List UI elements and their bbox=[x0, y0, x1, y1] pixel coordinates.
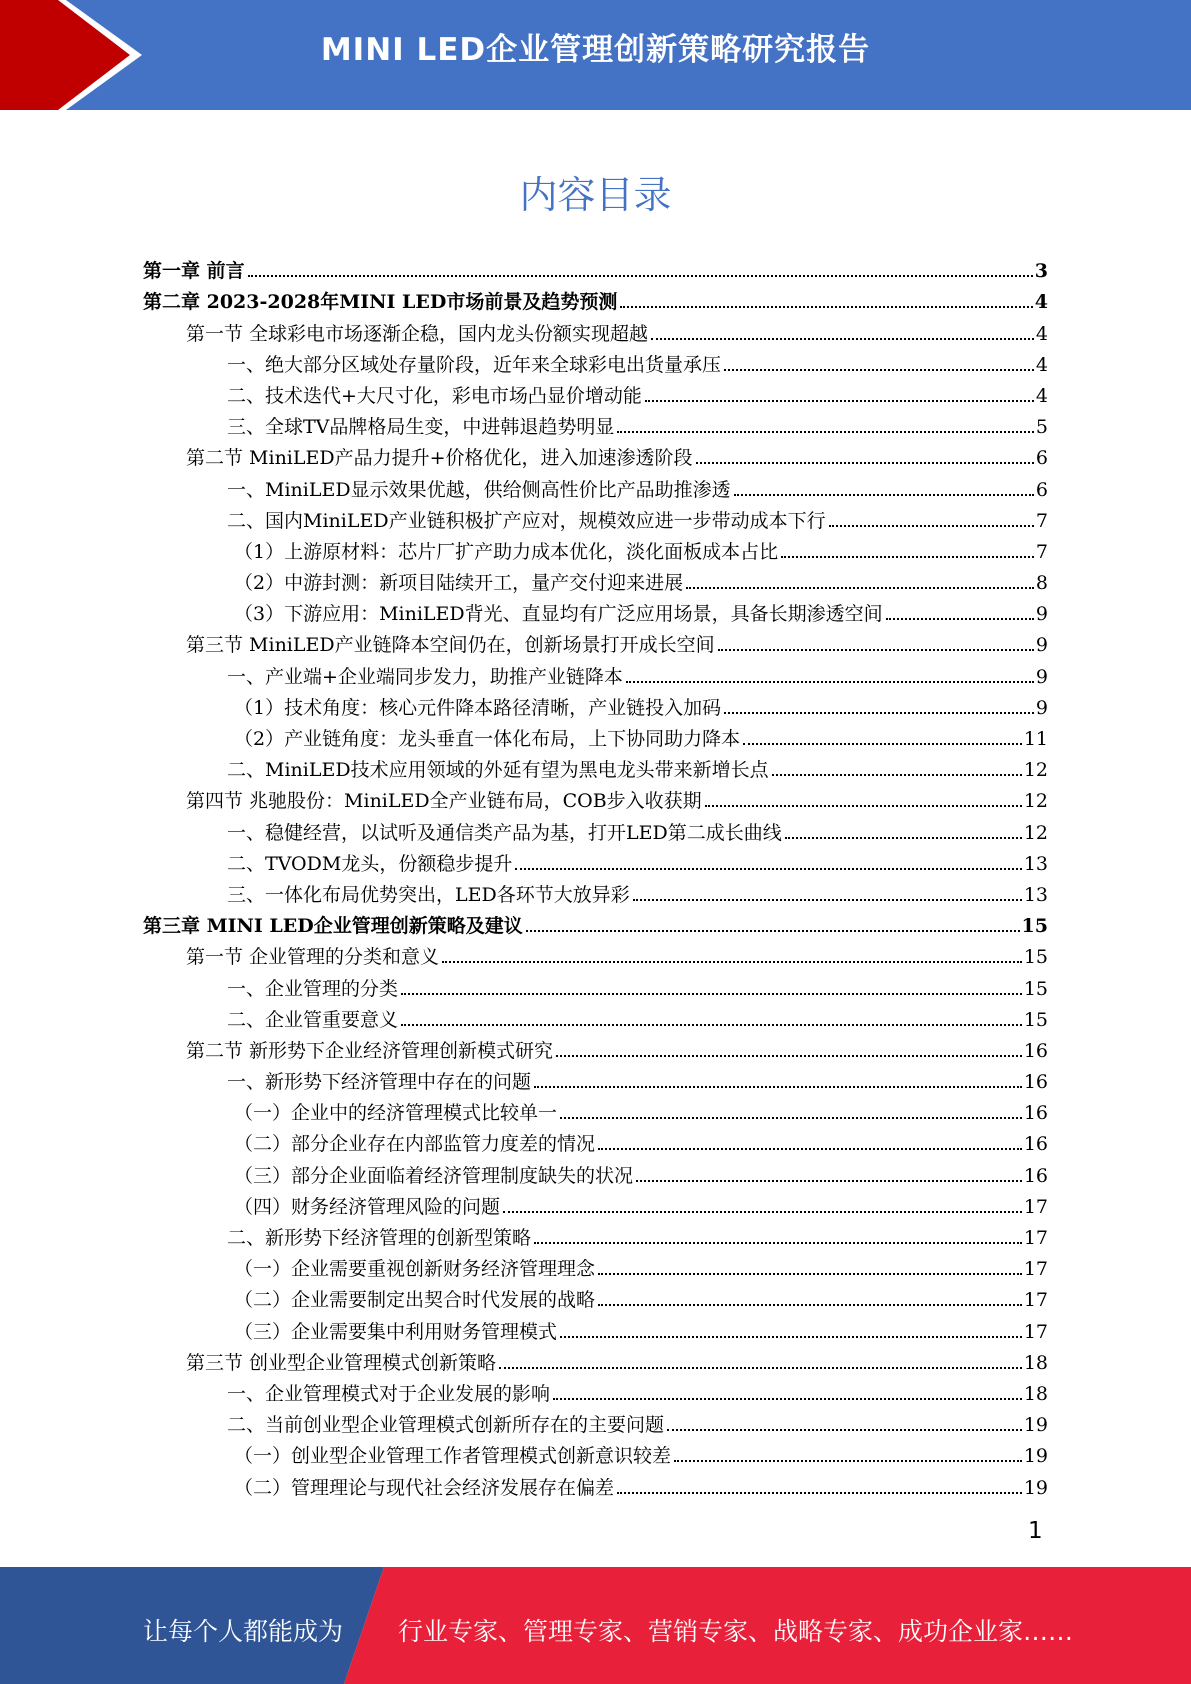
toc-entry-title: 一、企业管理的分类 bbox=[227, 977, 399, 1000]
toc-dot-leader bbox=[667, 1429, 1022, 1431]
toc-entry-title: 第二节 MiniLED产品力提升+价格优化，进入加速渗透阶段 bbox=[186, 447, 693, 470]
toc-dot-leader bbox=[651, 338, 1034, 340]
toc-entry-page: 17 bbox=[1023, 1289, 1048, 1312]
toc-entry-page: 17 bbox=[1023, 1258, 1048, 1281]
toc-dot-leader bbox=[401, 1024, 1022, 1026]
toc-entry-title: 三、全球TV品牌格局生变，中进韩退趋势明显 bbox=[227, 416, 615, 439]
toc-dot-leader bbox=[785, 837, 1022, 839]
toc-entry[interactable] bbox=[143, 252, 1048, 283]
toc-dot-leader bbox=[705, 805, 1022, 807]
toc-dot-leader bbox=[248, 275, 1033, 277]
toc-entry-page: 17 bbox=[1023, 1195, 1048, 1218]
toc-entry-title: （四）财务经济管理风险的问题 bbox=[234, 1195, 501, 1218]
toc-entry-page: 13 bbox=[1023, 852, 1048, 875]
toc-entry[interactable] bbox=[143, 1219, 1048, 1250]
toc-entry-title: 一、绝大部分区域处存量阶段，近年来全球彩电出货量承压 bbox=[227, 353, 722, 376]
toc-dot-leader bbox=[560, 1336, 1022, 1338]
toc-entry-title: （二）管理理论与现代社会经济发展存在偏差 bbox=[234, 1476, 615, 1499]
report-title: MINI LED企业管理创新策略研究报告 bbox=[320, 32, 871, 68]
toc-entry[interactable] bbox=[143, 439, 1048, 470]
toc-entry-page: 13 bbox=[1023, 883, 1048, 906]
toc-entry[interactable] bbox=[143, 314, 1048, 345]
toc-entry-page: 4 bbox=[1035, 353, 1048, 376]
toc-entry[interactable] bbox=[143, 1375, 1048, 1406]
toc-entry-title: （二）部分企业存在内部监管力度差的情况 bbox=[234, 1133, 596, 1156]
toc-entry-page: 12 bbox=[1023, 821, 1048, 844]
toc-entry[interactable] bbox=[143, 845, 1048, 876]
toc-entry-title: 第四节 兆驰股份：MiniLED全产业链布局，COB步入收获期 bbox=[186, 790, 702, 813]
toc-dot-leader bbox=[553, 1398, 1022, 1400]
toc-dot-leader bbox=[598, 1148, 1022, 1150]
toc-dot-leader bbox=[724, 712, 1034, 714]
toc-entry-page: 19 bbox=[1023, 1445, 1048, 1468]
toc-entry-title: 一、稳健经营，以试听及通信类产品为基，打开LED第二成长曲线 bbox=[227, 821, 782, 844]
toc-dot-leader bbox=[633, 899, 1022, 901]
toc-entry-page: 4 bbox=[1035, 322, 1048, 345]
toc-dot-leader bbox=[781, 556, 1034, 558]
toc-entry[interactable] bbox=[143, 938, 1048, 969]
toc-entry-page: 18 bbox=[1023, 1351, 1048, 1374]
toc-dot-leader bbox=[499, 1367, 1022, 1369]
toc-entry[interactable] bbox=[143, 751, 1048, 782]
toc-entry[interactable] bbox=[143, 564, 1048, 595]
toc-entry-page: 12 bbox=[1023, 759, 1048, 782]
toc-entry[interactable] bbox=[143, 782, 1048, 813]
toc-dot-leader bbox=[724, 369, 1034, 371]
toc-entry-title: 二、国内MiniLED产业链积极扩产应对，规模效应进一步带动成本下行 bbox=[227, 509, 826, 532]
toc-dot-leader bbox=[829, 525, 1034, 527]
toc-dot-leader bbox=[620, 306, 1032, 308]
toc-entry-title: （一）创业型企业管理工作者管理模式创新意识较差 bbox=[234, 1445, 672, 1468]
toc-entry[interactable] bbox=[143, 876, 1048, 907]
toc-entry[interactable] bbox=[143, 346, 1048, 377]
toc-entry[interactable] bbox=[143, 1344, 1048, 1375]
toc-entry[interactable] bbox=[143, 626, 1048, 657]
toc-entry-page: 16 bbox=[1023, 1133, 1048, 1156]
page-number: 1 bbox=[1028, 1518, 1043, 1544]
toc-dot-leader bbox=[534, 1242, 1022, 1244]
toc-entry-page: 4 bbox=[1035, 384, 1048, 407]
toc-entry-page: 5 bbox=[1035, 416, 1048, 439]
page-header bbox=[0, 0, 1191, 110]
toc-entry-title: （一）企业需要重视创新财务经济管理理念 bbox=[234, 1258, 596, 1281]
toc-entry[interactable] bbox=[143, 1188, 1048, 1219]
toc-entry-page: 16 bbox=[1023, 1102, 1048, 1125]
toc-entry-page: 15 bbox=[1021, 915, 1048, 938]
toc-entry-page: 6 bbox=[1035, 447, 1048, 470]
toc-entry-title: 第三节 创业型企业管理模式创新策略 bbox=[186, 1351, 497, 1374]
toc-entry-title: （2）产业链角度：龙头垂直一体化布局，上下协同助力降本 bbox=[234, 728, 741, 750]
toc-entry-title: 第一节 全球彩电市场逐渐企稳，国内龙头份额实现超越 bbox=[186, 322, 649, 345]
toc-dot-leader bbox=[560, 1117, 1022, 1119]
toc-dot-leader bbox=[617, 431, 1034, 433]
toc-entry-title: 第二章 2023-2028年MINI LED市场前景及趋势预测 bbox=[143, 291, 618, 314]
toc-entry-page: 9 bbox=[1035, 696, 1048, 719]
toc-dot-leader bbox=[598, 1273, 1022, 1275]
toc-dot-leader bbox=[743, 743, 1022, 745]
toc-entry[interactable] bbox=[143, 689, 1048, 720]
toc-entry-page: 8 bbox=[1035, 572, 1048, 595]
toc-entry-page: 9 bbox=[1035, 634, 1048, 657]
toc-entry-title: （3）下游应用：MiniLED背光、直显均有广泛应用场景，具备长期渗透空间 bbox=[234, 603, 883, 626]
toc-entry-page: 4 bbox=[1034, 291, 1048, 314]
toc-dot-leader bbox=[718, 649, 1034, 651]
toc-entry-page: 7 bbox=[1035, 540, 1048, 563]
toc-entry[interactable] bbox=[143, 1094, 1048, 1125]
toc-entry-title: 第三节 MiniLED产业链降本空间仍在，创新场景打开成长空间 bbox=[186, 634, 715, 657]
toc-entry[interactable] bbox=[143, 1063, 1048, 1094]
toc-entry-title: 一、新形势下经济管理中存在的问题 bbox=[227, 1071, 532, 1094]
footer-slogan-right: 行业专家、管理专家、营销专家、战略专家、成功企业家…… bbox=[398, 1617, 1074, 1646]
toc-entry-page: 6 bbox=[1035, 478, 1048, 501]
footer-slogan-left: 让每个人都能成为 bbox=[143, 1617, 344, 1646]
toc-entry[interactable] bbox=[143, 408, 1048, 439]
toc-dot-leader bbox=[674, 1460, 1022, 1462]
toc-entry-page: 15 bbox=[1023, 977, 1048, 1000]
toc-dot-leader bbox=[617, 1492, 1022, 1494]
toc-dot-leader bbox=[526, 930, 1020, 932]
toc-entry-page: 17 bbox=[1023, 1227, 1048, 1249]
toc-entry-page: 12 bbox=[1023, 790, 1048, 813]
table-of-contents bbox=[143, 252, 1048, 1500]
toc-entry-title: 二、TVODM龙头，份额稳步提升 bbox=[227, 852, 513, 875]
toc-entry-title: （一）企业中的经济管理模式比较单一 bbox=[234, 1102, 558, 1125]
toc-entry[interactable] bbox=[143, 1001, 1048, 1032]
toc-entry[interactable] bbox=[143, 1156, 1048, 1187]
toc-entry[interactable] bbox=[143, 595, 1048, 626]
toc-entry-title: 一、企业管理模式对于企业发展的影响 bbox=[227, 1382, 551, 1405]
toc-entry-title: （1）技术角度：核心元件降本路径清晰，产业链投入加码 bbox=[234, 696, 722, 719]
toc-dot-leader bbox=[686, 587, 1034, 589]
toc-entry-title: 二、技术迭代+大尺寸化，彩电市场凸显价增动能 bbox=[227, 384, 642, 407]
toc-entry[interactable] bbox=[143, 1250, 1048, 1281]
toc-entry-page: 15 bbox=[1023, 946, 1048, 969]
toc-entry-page: 17 bbox=[1023, 1320, 1048, 1343]
toc-entry-title: 三、一体化布局优势突出，LED各环节大放异彩 bbox=[227, 883, 630, 906]
toc-dot-leader bbox=[886, 618, 1034, 620]
toc-entry[interactable] bbox=[143, 907, 1048, 938]
toc-entry-title: 第一章 前言 bbox=[143, 260, 245, 283]
toc-entry-page: 11 bbox=[1023, 728, 1048, 750]
toc-entry-title: （三）部分企业面临着经济管理制度缺失的状况 bbox=[234, 1164, 634, 1187]
toc-dot-leader bbox=[515, 868, 1021, 870]
toc-entry-title: 一、产业端+企业端同步发力，助推产业链降本 bbox=[227, 665, 623, 688]
toc-entry[interactable] bbox=[143, 1437, 1048, 1468]
toc-entry[interactable] bbox=[143, 533, 1048, 564]
toc-entry[interactable] bbox=[143, 720, 1048, 751]
toc-entry-page: 3 bbox=[1034, 260, 1048, 283]
toc-entry-title: （二）企业需要制定出契合时代发展的战略 bbox=[234, 1289, 596, 1312]
toc-entry[interactable] bbox=[143, 813, 1048, 844]
toc-entry-page: 16 bbox=[1023, 1164, 1048, 1187]
toc-dot-leader bbox=[734, 494, 1034, 496]
toc-entry[interactable] bbox=[143, 377, 1048, 408]
toc-entry[interactable] bbox=[143, 502, 1048, 533]
toc-entry-title: 二、当前创业型企业管理模式创新所存在的主要问题 bbox=[227, 1414, 665, 1437]
toc-entry-title: 第一节 企业管理的分类和意义 bbox=[186, 946, 440, 969]
toc-entry-title: 第二节 新形势下企业经济管理创新模式研究 bbox=[186, 1039, 554, 1062]
toc-entry-page: 16 bbox=[1023, 1039, 1048, 1062]
toc-entry-title: （2）中游封测：新项目陆续开工，量产交付迎来进展 bbox=[234, 572, 684, 595]
toc-entry[interactable] bbox=[143, 1281, 1048, 1312]
toc-dot-leader bbox=[598, 1304, 1022, 1306]
toc-entry[interactable] bbox=[143, 283, 1048, 314]
toc-dot-leader bbox=[401, 993, 1022, 995]
toc-entry-title: （1）上游原材料：芯片厂扩产助力成本优化，淡化面板成本占比 bbox=[234, 540, 779, 563]
toc-entry-page: 15 bbox=[1023, 1008, 1048, 1031]
toc-entry[interactable] bbox=[143, 1125, 1048, 1156]
toc-dot-leader bbox=[503, 1211, 1022, 1213]
toc-entry-page: 19 bbox=[1023, 1476, 1048, 1499]
toc-entry-page: 9 bbox=[1035, 665, 1048, 688]
toc-entry[interactable] bbox=[143, 470, 1048, 501]
toc-entry-page: 18 bbox=[1023, 1382, 1048, 1405]
toc-dot-leader bbox=[626, 681, 1034, 683]
toc-entry[interactable] bbox=[143, 969, 1048, 1000]
toc-entry[interactable] bbox=[143, 1406, 1048, 1437]
toc-entry-page: 19 bbox=[1023, 1414, 1048, 1437]
toc-entry[interactable] bbox=[143, 1032, 1048, 1063]
toc-entry-title: （三）企业需要集中利用财务管理模式 bbox=[234, 1320, 558, 1343]
toc-entry[interactable] bbox=[143, 1312, 1048, 1343]
toc-entry[interactable] bbox=[143, 1468, 1048, 1499]
toc-entry-title: 一、MiniLED显示效果优越，供给侧高性价比产品助推渗透 bbox=[227, 478, 731, 501]
toc-entry-title: 第三章 MINI LED企业管理创新策略及建议 bbox=[143, 915, 523, 938]
toc-entry-title: 二、企业管重要意义 bbox=[227, 1008, 399, 1031]
toc-dot-leader bbox=[636, 1180, 1022, 1182]
toc-dot-leader bbox=[534, 1086, 1022, 1088]
toc-entry-page: 16 bbox=[1023, 1071, 1048, 1094]
toc-entry-title: 二、MiniLED技术应用领域的外延有望为黑电龙头带来新增长点 bbox=[227, 759, 769, 782]
toc-dot-leader bbox=[442, 961, 1022, 963]
toc-entry-title: 二、新形势下经济管理的创新型策略 bbox=[227, 1227, 532, 1249]
toc-dot-leader bbox=[556, 1055, 1022, 1057]
toc-dot-leader bbox=[645, 400, 1034, 402]
toc-entry-page: 7 bbox=[1035, 509, 1048, 532]
toc-title: 内容目录 bbox=[519, 173, 672, 217]
toc-dot-leader bbox=[772, 774, 1022, 776]
toc-entry-page: 9 bbox=[1035, 603, 1048, 626]
toc-dot-leader bbox=[696, 462, 1034, 464]
toc-entry[interactable] bbox=[143, 657, 1048, 688]
